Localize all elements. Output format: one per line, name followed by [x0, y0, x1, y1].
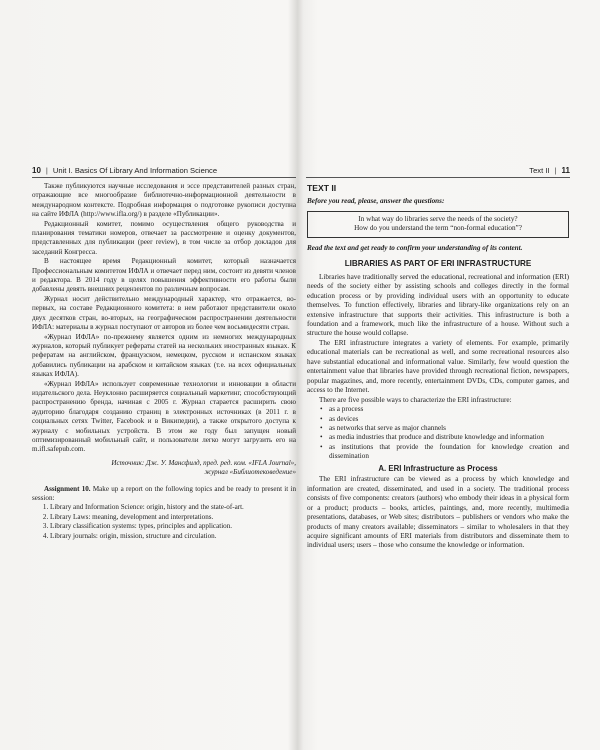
questions-box — [307, 211, 569, 238]
subsection-title: A. ERI Infrastructure as Process — [378, 463, 498, 473]
paragraph: The ERI infrastructure can be viewed as a process by which knowledge and information are created, disseminated, and used in a society. The traditional process consists of five components: creators (authors) who embody their ideas in a physical form or a product; products – books, articles, paintings, and, more recently, multimedia presentations, databases, or Web sites; distributors – publishers or vendors who make the products of many creators available; disseminators – similar to wholesalers in that they acquire significant amounts of ERI materials from distributors and disseminate them to individual users; users – those who consume the knowledge or information. — [307, 475, 569, 550]
assignment-label: Assignment 10. — [44, 484, 91, 493]
right-page-number: 11 — [561, 165, 570, 175]
left-page-header — [32, 163, 296, 178]
list-item: 3. Library classification systems: types, principles and application. — [50, 522, 296, 531]
paragraph: В настоящее время Редакционный комитет, который назначается Профессиональным комитетом ИФЛА и отвечает перед ним, состоит из девяти членов и редактора. В 2014 году в целях повышения эффективности его работы были добавлены девять внешних рецензентов по различным вопросам. — [32, 257, 296, 294]
list-item: 4. Library journals: origin, mission, structure and circulation. — [50, 532, 296, 541]
paragraph: «Журнал ИФЛА» по-прежнему является одним из немногих международных журналов, который публикует рефераты статей на нескольких иностранных языках. К рефератам на английском, французском, немецком, русском и испанском языках добавились публикации на арабском и китайском языках (т.е. на всех официальных языках ИФЛА). — [32, 332, 296, 379]
source-line: журнал «Библиотековедение» — [204, 468, 296, 477]
section-label: Text II — [529, 165, 550, 175]
reading-instruction: Read the text and get ready to confirm your understanding of its content. — [307, 243, 523, 252]
list-item: • as media industries that produce and distribute knowledge and information — [329, 433, 569, 442]
unit-title: Unit I. Basics Of Library And Information Science — [52, 165, 218, 175]
pre-reading-instruction: Before you read, please, answer the questions: — [307, 197, 445, 206]
left-page-body — [32, 182, 296, 541]
source-line: Источник: Дж. У. Мансфилд, пред. ред. ком. «IFLA Journal», — [111, 458, 296, 467]
bullet-list — [307, 405, 569, 462]
paragraph: Также публикуются научные исследования и эссе представителей разных стран, отражающие все многообразие библиотечно-информационной деятельности в международном контексте. Подробная информация о подготовке рукописи доступна на сайте ИФЛА (http://www.ifla.org/) в разделе «Публикации». — [32, 182, 296, 219]
assignment-text: Make up a report on the following topics and be ready to present it in session: — [32, 484, 296, 502]
paragraph: Libraries have traditionally served the educational, recreational and information (ERI) needs of the society either by assisting schools and colleges directly in the formal education process or by providing individual users with an opportunity to educate themselves. To function effectively, libraries and library-like organizations rely on an extensive infrastructure that supports their activities. This infrastructure is both a foundation and a framework, much like the infrastructure of a house. Without such a structure the house would collapse. — [307, 272, 569, 338]
right-page-body — [307, 182, 569, 551]
left-page-number: 10 — [32, 165, 41, 175]
source-citation — [32, 459, 296, 478]
question: How do you understand the term “non-formal education”? — [354, 224, 522, 233]
paragraph: There are five possible ways to characterize the ERI infrastructure: — [319, 395, 512, 404]
assignment-list — [32, 503, 296, 541]
list-item: 2. Library Laws: meaning, development and interpretations. — [50, 513, 296, 522]
paragraph: The ERI infrastructure integrates a variety of elements. For example, primarily educational materials can be recreational as well, and some recreational resources also have substantial educational and informational value. Similarly, few would question the entertainment value that libraries have provided through recreational fiction, newspapers, popular magazines, and, more recently, entertainment DVDs, CDs, computer games, and access to the Internet. — [307, 338, 569, 395]
header-separator: | — [554, 165, 557, 175]
paragraph: Журнал носит действительно международный характер, что отражается, во-первых, на составе Редакционного комитета: в нем работают представители около двух десятков стран, во-вторых, на географическом распространении деятельности ИФЛА: материалы в журнал поступают от авторов из более чем восьмидесяти стран. — [32, 294, 296, 332]
article-title: LIBRARIES AS PART OF ERI INFRASTRUCTURE — [344, 259, 532, 269]
header-separator: | — [45, 165, 48, 175]
list-item: • as a process — [329, 405, 569, 414]
question: In what way do libraries serve the needs of the society? — [358, 214, 518, 223]
right-page-header — [306, 163, 570, 178]
paragraph: «Журнал ИФЛА» использует современные технологии и инновации в области издательского дела. Неуклонно расширяется социальный маркетинг, способствующий распространению бренда, начиная с 2005 г. Журнал старается расширить свою аудиторию благодаря созданию страниц в электронных источниках (в 2011 г. в социальных сетях Twitter, Facebook и в Википедии), а также открытого доступа к журналу с мобильных устройств. В этом же году был запущен новый оптимизированный мобильный сайт, и пользователи легко могут загрузить его на m.ifl.safepub.com. — [32, 379, 296, 454]
list-item: 1. Library and Information Science: origin, history and the state-of-art. — [50, 503, 296, 512]
paragraph: Редакционный комитет, помимо осуществления общего руководства и планирования тематики номеров, отвечает за рассмотрение и оценку документов, представленных для публикации (peer review), в том числе за отбор докладов для заседаний Конгресса. — [32, 219, 296, 256]
assignment-intro — [32, 485, 296, 504]
list-item: • as networks that serve as major channels — [329, 424, 569, 433]
text-heading: TEXT II — [307, 183, 337, 193]
list-item: • as institutions that provide the foundation for knowledge creation and dissemination — [329, 443, 569, 462]
list-item: • as devices — [329, 415, 569, 424]
